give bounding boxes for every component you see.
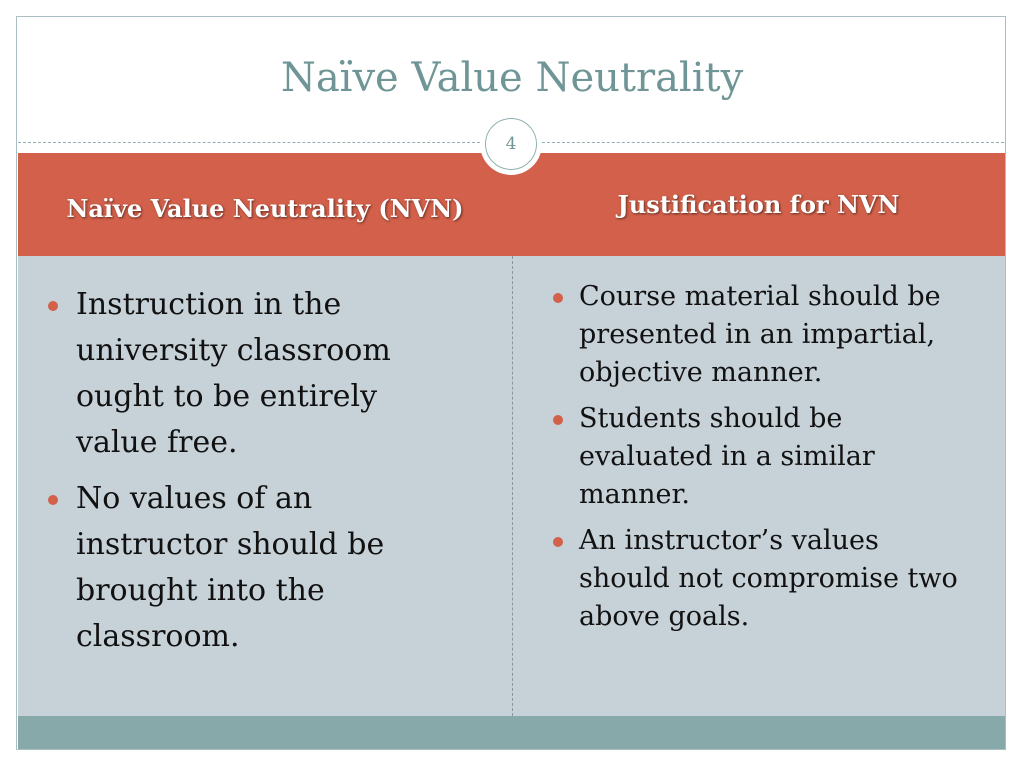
column-divider	[512, 256, 513, 716]
footer-band	[18, 716, 1005, 749]
slide-title: Naïve Value Neutrality	[280, 55, 744, 101]
bullet-icon	[48, 495, 58, 505]
list-item	[553, 400, 973, 514]
bullet-icon	[48, 301, 58, 311]
page-number-badge	[485, 118, 537, 170]
bullet-icon	[553, 415, 563, 425]
list-item	[48, 282, 468, 466]
bullet-icon	[553, 537, 563, 547]
list-item-text: Course material should be presented in an impartial, objective manner.	[579, 281, 941, 388]
list-item-text: An instructor’s values should not compromise two above goals.	[579, 525, 958, 632]
list-item	[48, 476, 468, 660]
list-item-text: Students should be evaluated in a similar manner.	[579, 403, 875, 510]
list-item-text: No values of an instructor should be brought into the classroom.	[76, 481, 385, 654]
list-item	[553, 278, 973, 392]
header-justification: Justification for NVN	[617, 189, 900, 219]
bullet-icon	[553, 293, 563, 303]
list-item	[553, 522, 973, 636]
nvn-bullet-list	[48, 282, 468, 670]
list-item-text: Instruction in the university classroom ought to be entirely value free.	[76, 287, 391, 460]
justification-bullet-list	[553, 278, 973, 644]
header-nvn: Naïve Value Neutrality (NVN)	[66, 193, 464, 223]
page-number: 4	[505, 134, 517, 154]
